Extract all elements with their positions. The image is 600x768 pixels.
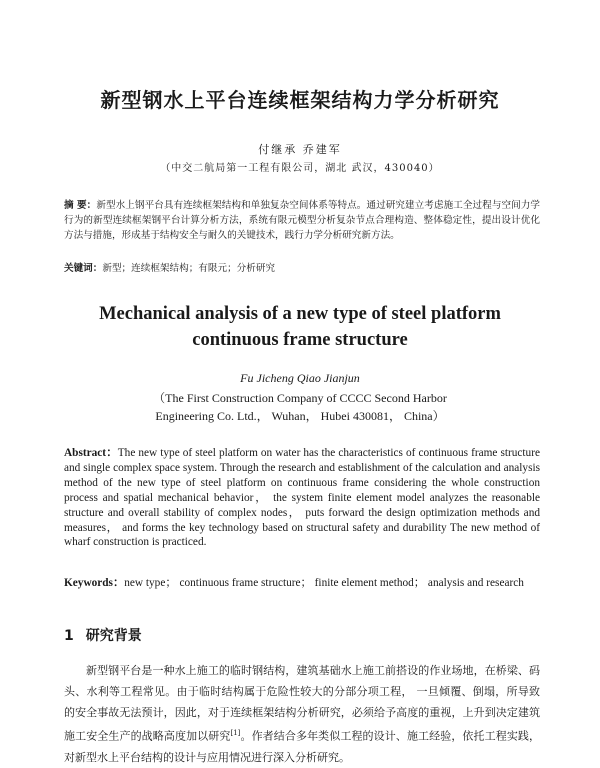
- english-affiliation-line2: Engineering Co. Ltd.， Wuhan， Hubei 430081， China）: [155, 409, 445, 423]
- english-abstract-label: Abstract：: [64, 447, 118, 459]
- chinese-keywords-label: 关键词：: [64, 263, 103, 274]
- section-heading: [64, 625, 142, 645]
- chinese-keywords-text: 新型；连续框架结构；有限元；分析研究: [102, 263, 276, 274]
- english-authors: Fu Jicheng Qiao Jianjun: [240, 371, 360, 385]
- body-paragraph: [64, 660, 540, 768]
- english-title: [0, 301, 600, 353]
- body-text-part1: 新型钢平台是一种水上施工的临时钢结构，建筑基础水上施工前搭设的作业场地，在桥梁、码头、水利等工程常见。由于临时结构属于危险性较大的分部分项工程， 一旦倾覆、倒塌，所导致的安全事故无法预计，因此，对于连续框架结构分析研究，必须给予高度的重视，上升到决定建筑施工安全生产的战略高度加以研究: [64, 664, 540, 743]
- chinese-abstract-text: 新型水上钢平台具有连续框架结构和单独复杂空间体系等特点。通过研究建立考虑施工全过程与空间力学行为的新型连续框架钢平台计算分析方法，系统有限元模型分析复杂节点合理构造、整体稳定性，提出设计优化方法与措施，形成基于结构安全与耐久的关键技术，践行力学分析研究新方法。: [64, 200, 541, 241]
- section-number: 1: [64, 628, 74, 644]
- chinese-keywords: [64, 261, 540, 276]
- english-keywords-text: new type； continuous frame structure； finite element method； analysis and research: [124, 577, 524, 589]
- english-affiliation-line1: （The First Construction Company of CCCC Second Harbor: [153, 391, 447, 405]
- english-keywords-label: Keywords：: [64, 577, 125, 589]
- chinese-abstract-label: 摘 要：: [64, 200, 97, 211]
- english-keywords: [64, 576, 540, 591]
- chinese-authors: 付继承 乔建军: [258, 143, 342, 156]
- chinese-title: 新型钢水上平台连续框架结构力学分析研究: [100, 88, 500, 112]
- english-abstract-text: The new type of steel platform on water has the characteristics of continuous frame structure and single complex space system. Through the research and establishment of the calculation and analysis method of the new type of steel platform on continuous frame considering the whole construction process and spatial mechanical behavior， the system finite element model analyzes the reasonable structure and overall stability of complex nodes， puts forward the design optimization methods and measures， and forms the key technology based on structural safety and durability The new method of wharf construction is practiced.: [64, 447, 540, 549]
- section-title: 研究背景: [85, 628, 142, 644]
- chinese-abstract: [64, 198, 540, 243]
- english-title-line1: Mechanical analysis of a new type of steel platform: [99, 304, 501, 324]
- english-title-line2: continuous frame structure: [192, 330, 408, 350]
- body-text-part2: 。作者结合多年类似工程的设计、施工经验，依托工程实践，对新型水上平台结构的设计与应用情况进行深入分析研究。: [64, 729, 541, 764]
- english-abstract: [64, 446, 540, 550]
- english-affiliation: [0, 389, 600, 425]
- citation-ref[interactable]: [1]: [230, 729, 241, 737]
- chinese-affiliation: （中交二航局第一工程有限公司，湖北 武汉，430040）: [160, 163, 440, 174]
